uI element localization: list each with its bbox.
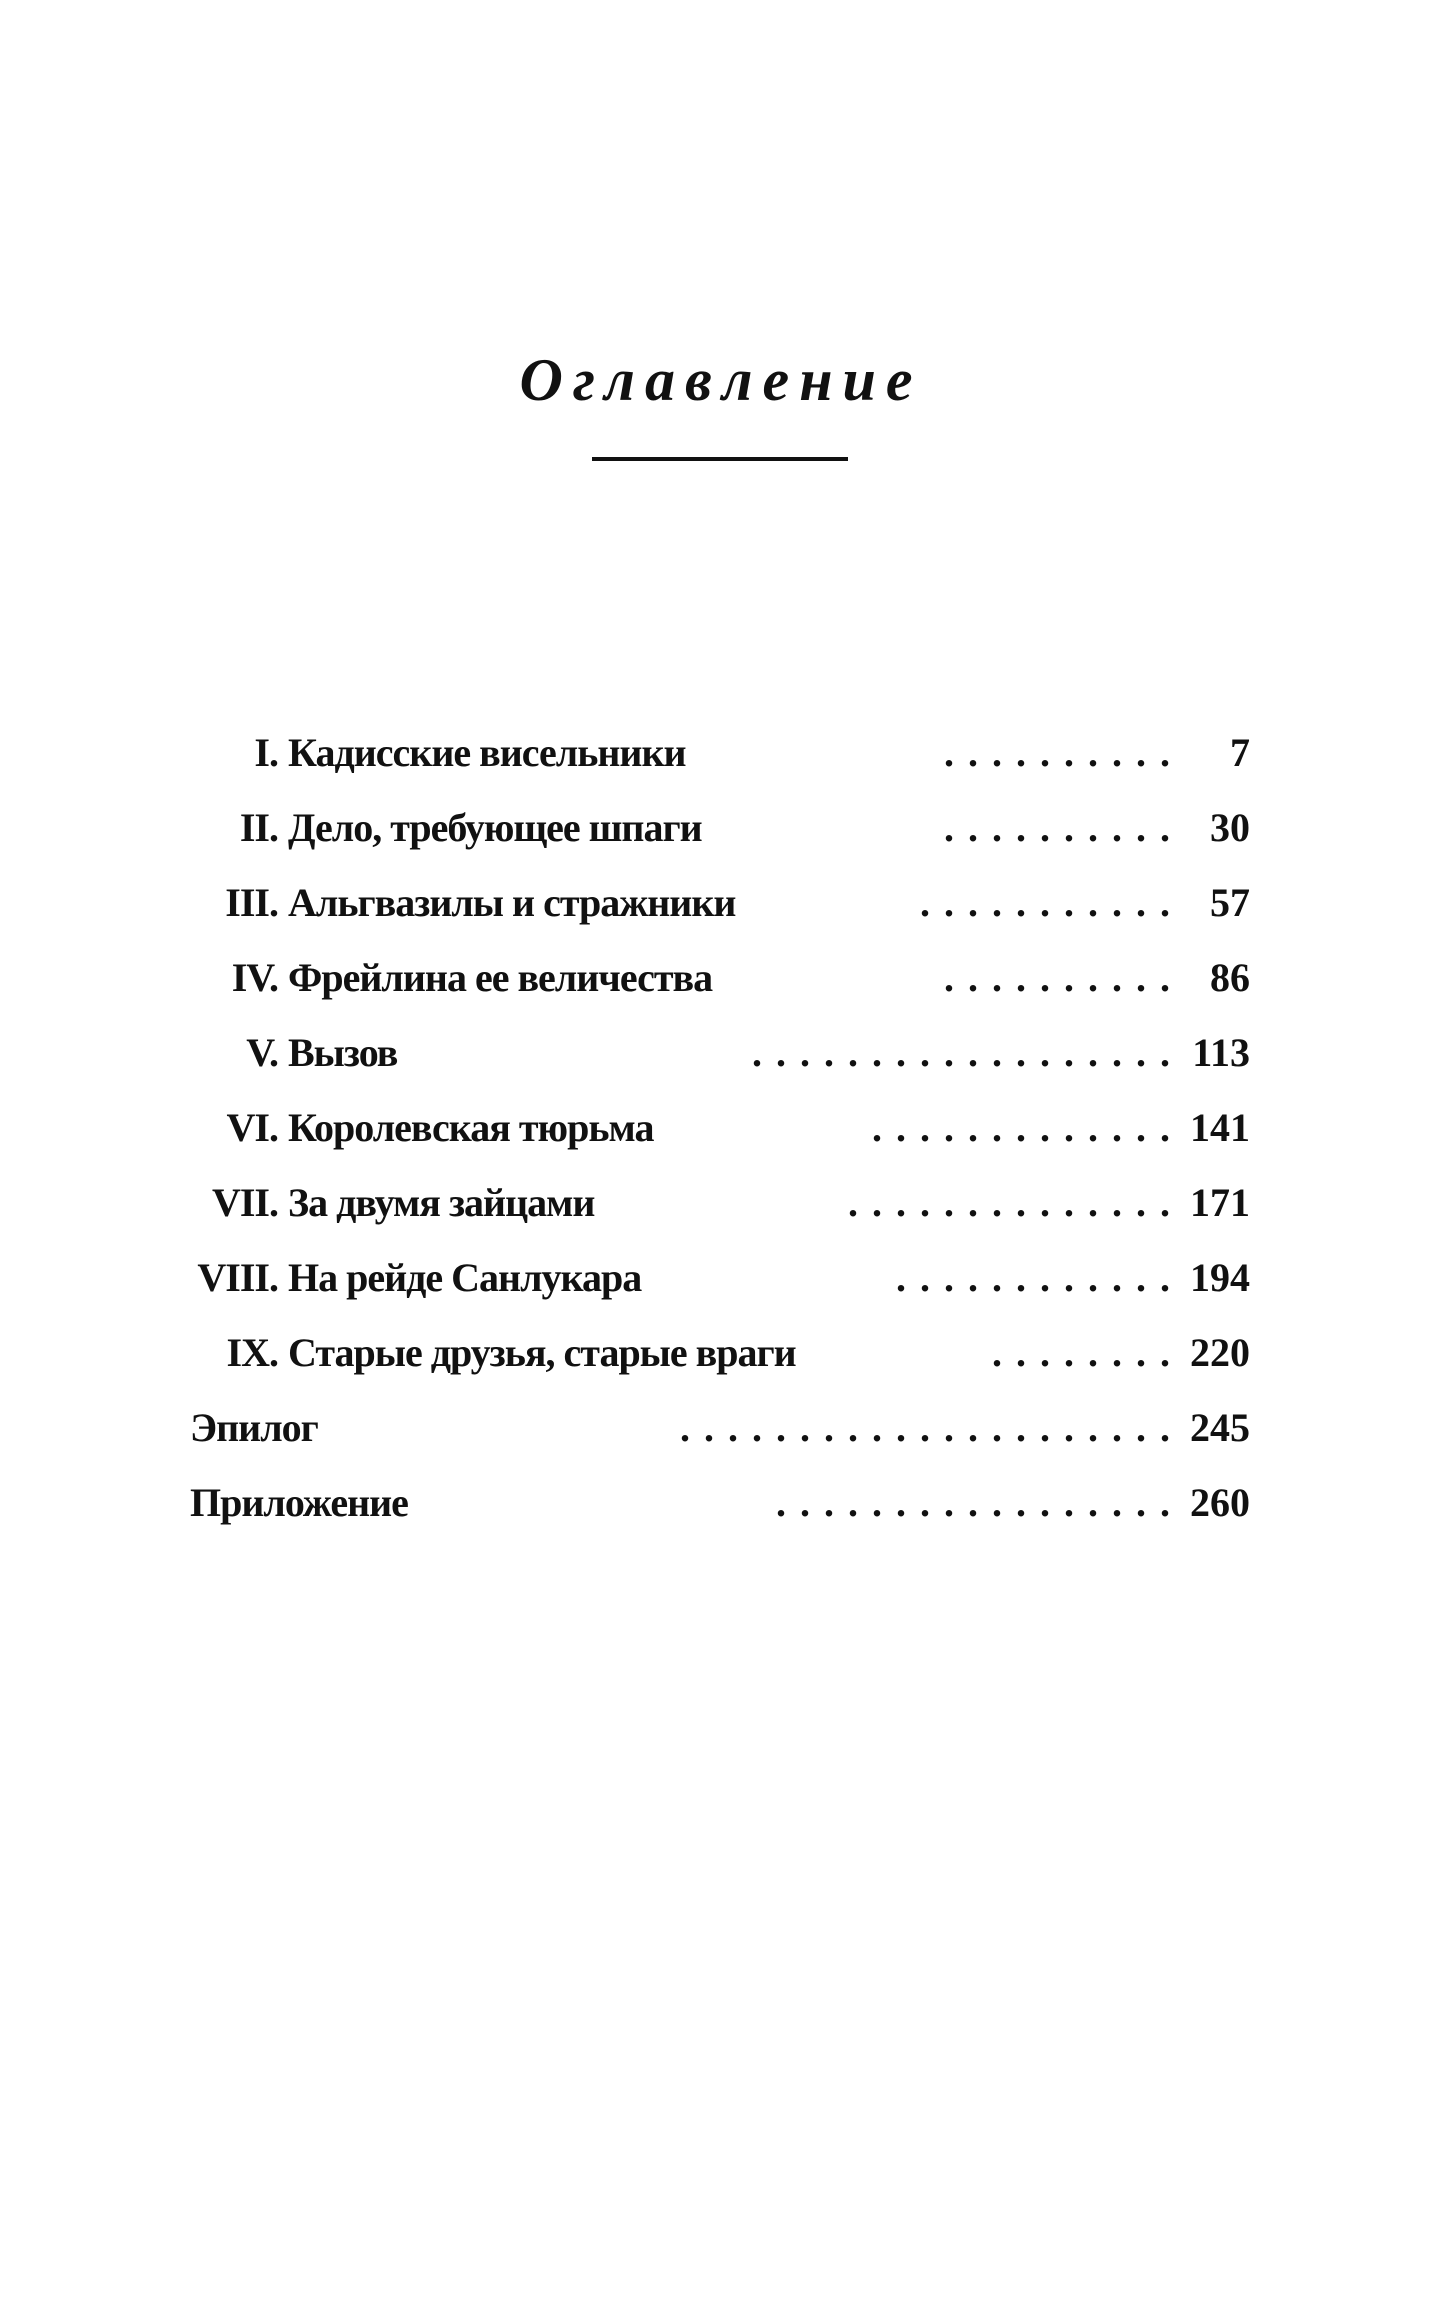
chapter-number: VI. — [226, 1105, 278, 1150]
toc-entry[interactable] — [190, 1015, 1250, 1090]
dot-leader: .............. — [848, 1180, 1184, 1225]
toc-entry[interactable] — [190, 1465, 1250, 1540]
toc-entry[interactable] — [190, 1165, 1250, 1240]
toc-entry[interactable] — [190, 940, 1250, 1015]
toc-entry[interactable] — [190, 715, 1250, 790]
page-number: 171 — [1190, 1180, 1250, 1225]
chapter-title: Королевская тюрьма — [288, 1105, 654, 1150]
dot-leader: .......... — [944, 730, 1184, 775]
toc-entry[interactable] — [190, 1315, 1250, 1390]
toc-entry[interactable] — [190, 1090, 1250, 1165]
dot-leader: ........... — [920, 880, 1184, 925]
chapter-title: Вызов — [288, 1030, 398, 1075]
table-of-contents — [190, 715, 1250, 1540]
chapter-title: Фрейлина ее величества — [288, 955, 713, 1000]
title-underline — [592, 457, 848, 461]
chapter-number: V. — [246, 1030, 278, 1075]
chapter-title: Дело, требующее шпаги — [288, 805, 702, 850]
page-number: 220 — [1190, 1330, 1250, 1375]
chapter-number: I. — [254, 730, 278, 775]
page-number: 86 — [1210, 955, 1250, 1000]
page-number: 141 — [1190, 1105, 1250, 1150]
chapter-title: Эпилог — [190, 1405, 318, 1450]
chapter-title: Кадисские висельники — [288, 730, 686, 775]
dot-leader: .................. — [752, 1030, 1184, 1075]
toc-entry[interactable] — [190, 1390, 1250, 1465]
toc-entry[interactable] — [190, 1240, 1250, 1315]
chapter-title: На рейде Санлукара — [288, 1255, 642, 1300]
page-number: 194 — [1190, 1255, 1250, 1300]
dot-leader: ............ — [896, 1255, 1184, 1300]
dot-leader: ............. — [872, 1105, 1184, 1150]
page-number: 113 — [1192, 1030, 1250, 1075]
page-number: 260 — [1190, 1480, 1250, 1525]
chapter-title: Старые друзья, старые враги — [288, 1330, 796, 1375]
toc-entry[interactable] — [190, 865, 1250, 940]
chapter-number: III. — [225, 880, 278, 925]
chapter-number: IV. — [231, 955, 278, 1000]
dot-leader: .......... — [944, 805, 1184, 850]
chapter-number: II. — [239, 805, 278, 850]
dot-leader: ................. — [776, 1480, 1184, 1525]
chapter-title: Приложение — [190, 1480, 408, 1525]
chapter-number: VII. — [211, 1180, 278, 1225]
chapter-title: За двумя зайцами — [288, 1180, 595, 1225]
page-number: 245 — [1190, 1405, 1250, 1450]
page-title: Оглавление — [519, 347, 923, 413]
dot-leader: ........ — [992, 1330, 1184, 1375]
chapter-number: IX. — [226, 1330, 278, 1375]
dot-leader: .......... — [944, 955, 1184, 1000]
chapter-number: VIII. — [197, 1255, 278, 1300]
page-number: 30 — [1210, 805, 1250, 850]
page-number: 57 — [1210, 880, 1250, 925]
page-number: 7 — [1230, 730, 1250, 775]
toc-entry[interactable] — [190, 790, 1250, 865]
chapter-title: Альгвазилы и стражники — [288, 880, 736, 925]
dot-leader: ..................... — [680, 1405, 1184, 1450]
